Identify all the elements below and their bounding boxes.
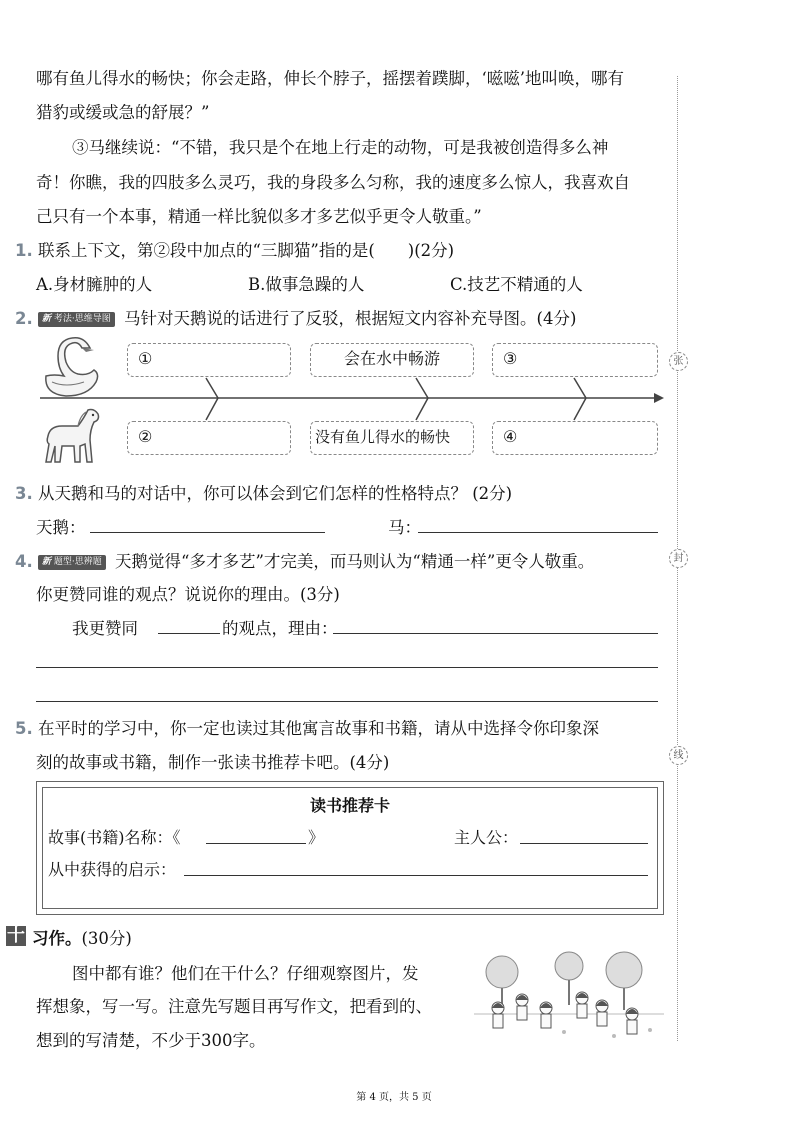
answer-prefix: 我更赞同	[72, 619, 138, 638]
composition-line-2: 挥想象，写一写。注意先写题目再写作文，把看到的、	[36, 997, 432, 1016]
book-name-input[interactable]	[206, 843, 306, 844]
question-number: 2.	[15, 309, 33, 328]
map-box-3[interactable]: ③	[492, 343, 658, 377]
chevron-3	[574, 378, 586, 420]
question-text: 天鹅觉得“多才多艺”才完美，而马则认为“精通一样”更令人敬重。	[115, 552, 595, 571]
question-5-line-2: 刻的故事或书籍，制作一张读书推荐卡吧。(4分)	[36, 753, 390, 772]
map-box-swim: 会在水中畅游	[310, 343, 474, 377]
question-text: 在平时的学习中，你一定也读过其他寓言故事和书籍，请从中选择令你印象深	[38, 719, 599, 738]
question-2	[15, 305, 576, 329]
composition-heading	[32, 925, 132, 949]
section-plus-icon: 十	[7, 925, 25, 946]
question-number: 4.	[15, 552, 33, 571]
passage-line-2: 猎豹或缓或急的舒展？”	[36, 103, 210, 122]
swan-icon	[46, 338, 98, 396]
new-tag	[38, 312, 115, 327]
question-text: 马针对天鹅说的话进行了反驳，根据短文内容补充导图。(4分)	[124, 309, 577, 328]
question-4	[15, 548, 594, 572]
tag-label: 考法·思维导图	[53, 314, 111, 324]
tag-label: 题型·思辨题	[53, 557, 102, 567]
passage-line-4: 奇！你瞧，我的四肢多么灵巧，我的身段多么匀称，我的速度多么惊人，我喜欢自	[36, 173, 630, 192]
tag-new: 新	[42, 314, 52, 324]
question-number: 1.	[15, 241, 33, 260]
question-5	[15, 715, 599, 739]
question-1	[15, 237, 454, 261]
q1-option-c[interactable]: C.技艺不精通的人	[450, 275, 583, 294]
composition-line-3: 想到的写清楚，不少于300字。	[36, 1031, 266, 1050]
arrow-head	[654, 393, 664, 403]
page-footer: 第 4 页，共 5 页	[356, 1092, 432, 1103]
new-tag	[38, 555, 106, 570]
children-playing-illustration	[474, 950, 664, 1042]
swan-label: 天鹅：	[36, 518, 86, 537]
reason-line-3[interactable]	[36, 701, 658, 702]
question-3	[15, 480, 512, 504]
book-name-label: 故事(书籍)名称：《	[48, 828, 181, 847]
hero-label: 主人公：	[454, 828, 519, 847]
swan-answer-line[interactable]	[90, 532, 325, 533]
q1-option-a[interactable]: A.身材臃肿的人	[36, 275, 153, 294]
q1-option-b[interactable]: B.做事急躁的人	[248, 275, 365, 294]
question-number: 5.	[15, 719, 33, 738]
question-4-line-2: 你更赞同谁的观点？说说你的理由。(3分)	[36, 585, 340, 604]
side-char-feng: 封	[669, 549, 688, 568]
reason-line-1[interactable]	[333, 633, 658, 634]
tag-new: 新	[42, 557, 52, 567]
map-box-1[interactable]: ①	[127, 343, 291, 377]
reason-line-2[interactable]	[36, 667, 658, 668]
card-title: 读书推荐卡	[309, 796, 390, 815]
chevron-1	[206, 378, 218, 420]
map-box-2[interactable]: ②	[127, 421, 291, 455]
question-number: 3.	[15, 484, 33, 503]
book-name-close: 》	[308, 828, 325, 847]
side-char-xian: 线	[669, 746, 688, 765]
map-box-4[interactable]: ④	[492, 421, 658, 455]
horse-icon	[46, 410, 99, 463]
insight-label: 从中获得的启示：	[48, 860, 177, 879]
chevron-2	[416, 378, 428, 420]
question-text: 联系上下文，第②段中加点的“三脚猫”指的是( )(2分)	[38, 241, 455, 260]
passage-line-5: 己只有一个本事，精通一样比貌似多才多艺似乎更令人敬重。”	[36, 207, 482, 226]
horse-answer-line[interactable]	[418, 532, 658, 533]
passage-line-3: ③马继续说：“不错，我只是个在地上行走的动物，可是我被创造得多么神	[72, 138, 609, 157]
horse-label: 马：	[388, 518, 421, 537]
answer-suffix: 的观点，理由：	[222, 619, 338, 638]
question-text: 从天鹅和马的对话中，你可以体会到它们怎样的性格特点？ (2分)	[38, 484, 513, 503]
side-char-zhang: 张	[669, 352, 688, 371]
composition-title: 习作。	[32, 929, 82, 948]
composition-line-1: 图中都有谁？他们在干什么？仔细观察图片，发	[72, 964, 419, 983]
map-box-fish: 没有鱼儿得水的畅快	[310, 421, 474, 455]
hero-input[interactable]	[520, 843, 648, 844]
agree-blank[interactable]	[158, 633, 220, 634]
insight-input[interactable]	[184, 875, 648, 876]
composition-score: (30分)	[81, 929, 132, 948]
passage-line-1: 哪有鱼儿得水的畅快；你会走路，伸长个脖子，摇摆着蹼脚，‘嗞嗞’地叫唤，哪有	[36, 69, 624, 88]
